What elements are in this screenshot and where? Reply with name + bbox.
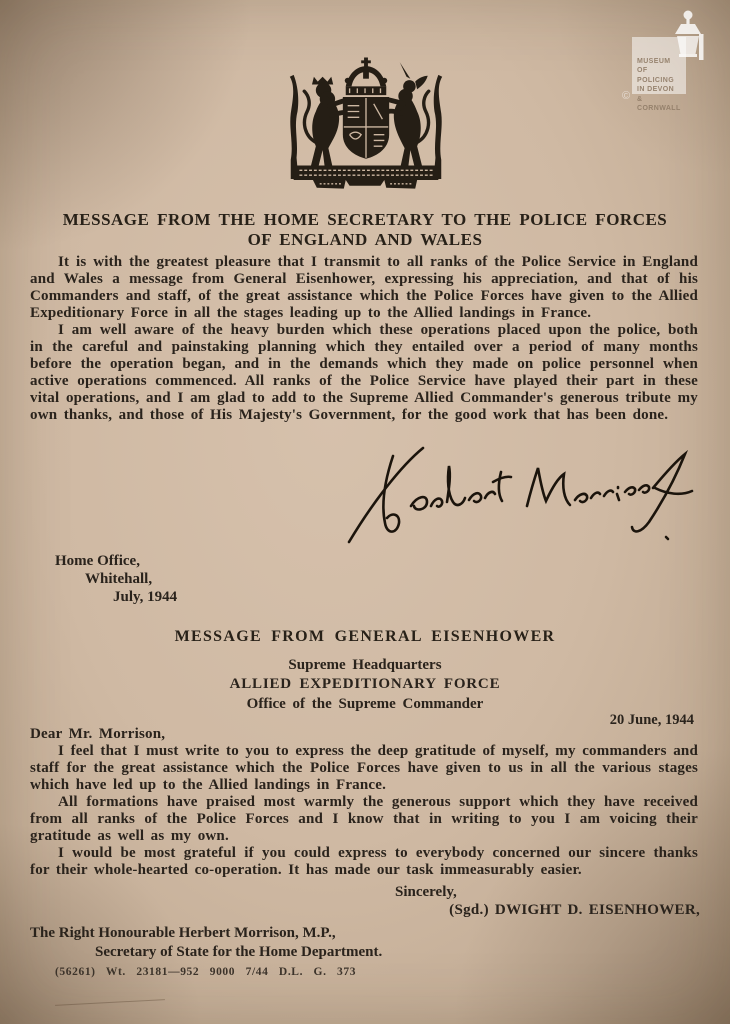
eisenhower-subheading-hq: Supreme Headquarters <box>288 657 442 673</box>
closing: Sincerely, <box>395 884 457 900</box>
letter-title-line2: OF ENGLAND AND WALES <box>247 229 483 249</box>
copyright-icon: © <box>622 90 631 102</box>
letter-date: 20 June, 1944 <box>609 712 694 728</box>
sender-address-block <box>55 552 177 606</box>
watermark-line: OF POLICING <box>637 67 675 84</box>
eis-paragraph-3: I would be most grateful if you could express to everybody concerned our sincere thanks for their whole-hearted co-operation. It has made our task immeasurably easier. <box>30 845 698 878</box>
signed-name: (Sgd.) DWIGHT D. EISENHOWER, <box>449 902 700 918</box>
watermark-line: MUSEUM <box>637 58 671 65</box>
address-line: July, 1944 <box>113 589 178 605</box>
eis-paragraph-1: I feel that I must write to you to express the deep gratitude of myself, my commanders and staff for the great assistance which the Police Forces have given to us in all the various stages which have led up to the Allied landings in France. <box>30 743 698 793</box>
museum-watermark <box>618 6 722 113</box>
watermark-text-box <box>632 37 686 113</box>
hs-paragraph-1: It is with the greatest pleasure that I transmit to all ranks of the Police Service in England and Wales a message from General Eisenhower, expressing his appreciation, and that of his Commanders and staff, of the great assistance which the Police Forces have given to the Allied Expeditionary Force in all the stages leading up to the Allied landings in France. <box>30 254 698 321</box>
home-secretary-body <box>30 254 698 424</box>
address-line: Home Office, <box>55 553 140 569</box>
letter-title-line1: MESSAGE FROM THE HOME SECRETARY TO THE POLICE FORCES <box>62 210 668 229</box>
print-code-footer: (56261) Wt. 23181—952 9000 7/44 D.L. G. 373 <box>55 966 357 978</box>
watermark-line: & CORNWALL <box>637 95 681 113</box>
eisenhower-subheading-aef: ALLIED EXPEDITIONARY FORCE <box>229 676 501 692</box>
eisenhower-subheading-office: Office of the Supreme Commander <box>246 696 484 712</box>
letter-title <box>0 210 730 249</box>
address-line: Whitehall, <box>85 571 153 587</box>
royal-coat-of-arms <box>284 55 448 195</box>
herbert-morrison-signature <box>335 444 700 550</box>
eisenhower-body <box>30 726 698 879</box>
paper-crease <box>55 999 165 1006</box>
recipient-line-2: Secretary of State for the Home Department. <box>95 944 383 960</box>
hs-paragraph-2: I am well aware of the heavy burden which these operations placed upon the police, both in the careful and painstaking planning which they entailed over a period of many months before the operation began, and in the demands which they made on police personnel when active operations commenced. All ranks of the Police Service have played their part in these vital operations, and I am glad to add to the Supreme Allied Commander's generous tribute my own thanks, and those of His Majesty's Government, for the good work that has been done. <box>30 322 698 423</box>
salutation: Dear Mr. Morrison, <box>30 726 166 742</box>
eis-paragraph-2: All formations have praised most warmly the generous support which they have received from all ranks of the Police Forces and I know that in writing to you I am voicing their gratitude as well as my own. <box>30 794 698 844</box>
watermark-line: IN DEVON <box>637 86 675 94</box>
recipient-line-1: The Right Honourable Herbert Morrison, M.P., <box>30 925 336 941</box>
eisenhower-heading: MESSAGE FROM GENERAL EISENHOWER <box>174 628 556 645</box>
